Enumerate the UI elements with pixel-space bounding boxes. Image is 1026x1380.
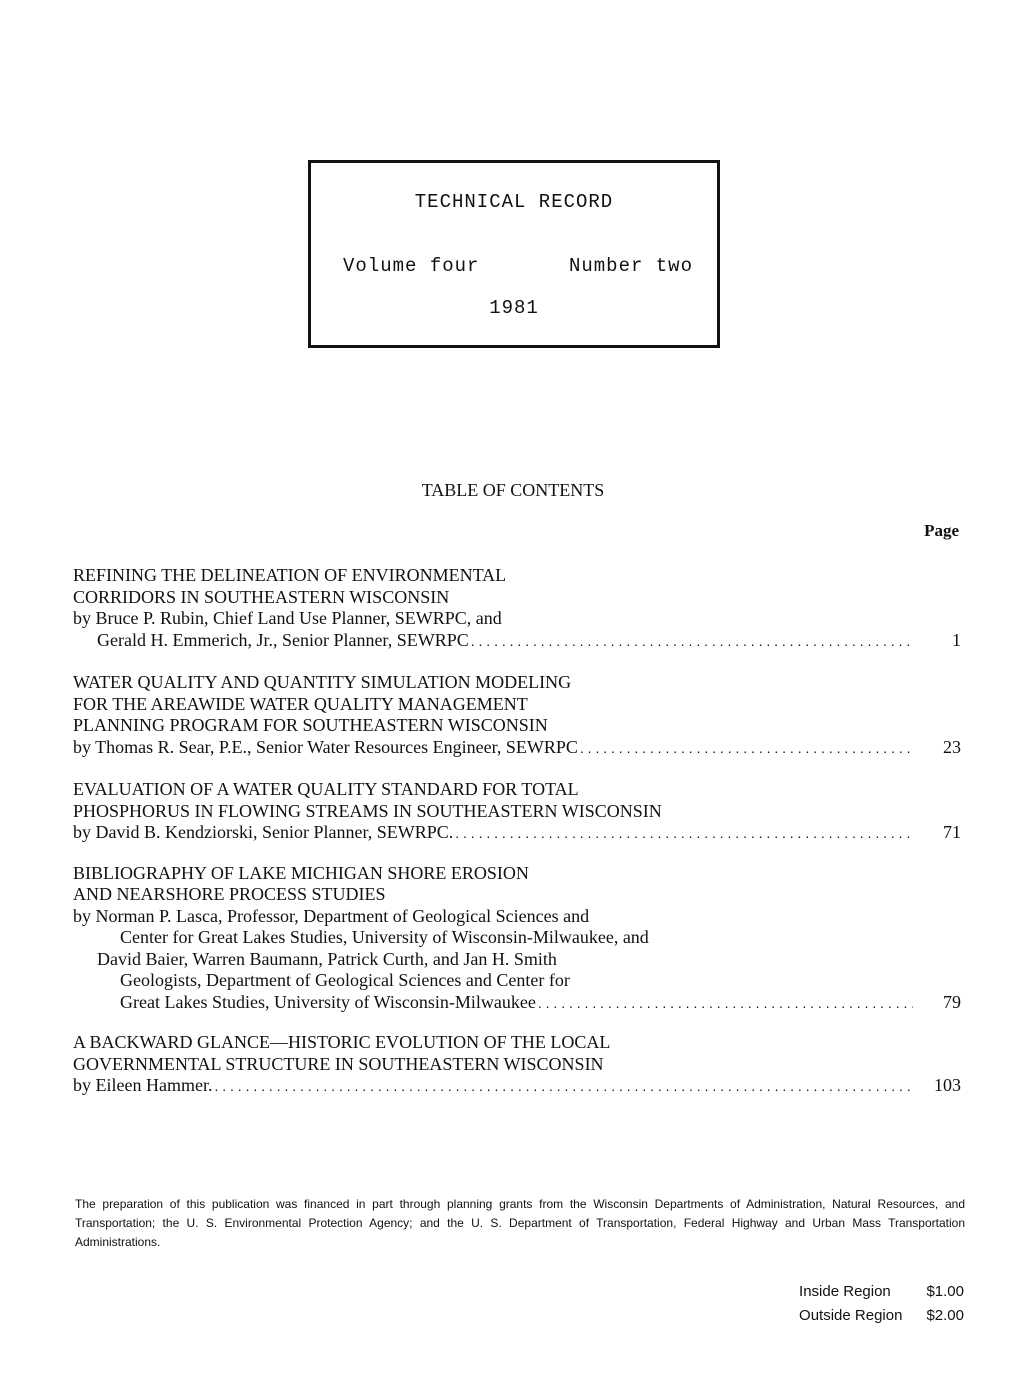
toc-entry-author-line: Great Lakes Studies, University of Wisconsin-Milwaukee bbox=[120, 991, 536, 1012]
dot-leader bbox=[455, 823, 913, 845]
toc-entry-title-line: CORRIDORS IN SOUTHEASTERN WISCONSIN bbox=[73, 586, 450, 607]
toc-entry-title-line: FOR THE AREAWIDE WATER QUALITY MANAGEMENT bbox=[73, 693, 528, 714]
toc-entry-title-line: PLANNING PROGRAM FOR SOUTHEASTERN WISCONSIN bbox=[73, 715, 548, 735]
toc-heading: TABLE OF CONTENTS bbox=[421, 480, 605, 500]
toc-entry-author-line: by Bruce P. Rubin, Chief Land Use Planner, SEWRPC, and bbox=[73, 608, 502, 628]
toc-entry-author-line: by Norman P. Lasca, Professor, Department of Geological Sciences and bbox=[73, 905, 590, 926]
toc-entry-title-line: EVALUATION OF A WATER QUALITY STANDARD FOR TOTAL bbox=[73, 779, 579, 799]
price-list bbox=[799, 1280, 964, 1328]
page-column-label: Page bbox=[924, 521, 959, 540]
toc-entry-leader-line bbox=[73, 822, 961, 844]
toc-entry-leader-line bbox=[73, 630, 961, 652]
toc-entry bbox=[73, 863, 961, 1014]
toc-entry-title-line: REFINING THE DELINEATION OF ENVIRONMENTAL bbox=[73, 565, 507, 585]
toc-entry bbox=[73, 565, 961, 651]
toc-entry-leader-line bbox=[73, 737, 961, 759]
toc-entry-title-line: AND NEARSHORE PROCESS STUDIES bbox=[73, 884, 386, 904]
toc-entry-page: 79 bbox=[943, 991, 961, 1012]
dot-leader bbox=[538, 993, 913, 1015]
price-value: $1.00 bbox=[926, 1283, 964, 1300]
funding-footnote: The preparation of this publication was financed in part through planning grants from the Wisconsin Departments of Administration, Natural Resources, and Transportation; the U. S. Environmental Protection Agency; and the U. S. Department of Transportation, Federal Highway and Urban Mass Transportation Administrations. bbox=[75, 1197, 965, 1249]
toc-entry-author-line: by David B. Kendziorski, Senior Planner, SEWRPC. bbox=[73, 822, 454, 842]
toc-entry-title-line: PHOSPHORUS IN FLOWING STREAMS IN SOUTHEASTERN WISCONSIN bbox=[73, 800, 662, 821]
toc-entry bbox=[73, 672, 961, 758]
price-row-inside bbox=[799, 1280, 964, 1304]
toc-entry-title-line: A BACKWARD GLANCE—HISTORIC EVOLUTION OF THE LOCAL bbox=[73, 1032, 611, 1052]
toc-entry-page: 71 bbox=[943, 822, 961, 842]
volume-label: Volume four bbox=[343, 255, 480, 277]
toc-entry-leader-line bbox=[73, 992, 961, 1014]
dot-leader bbox=[471, 631, 913, 653]
publication-year: 1981 bbox=[489, 297, 539, 319]
dot-leader bbox=[214, 1076, 913, 1098]
publication-title: TECHNICAL RECORD bbox=[414, 191, 614, 213]
price-row-outside bbox=[799, 1304, 964, 1328]
price-label: Inside Region bbox=[799, 1283, 891, 1300]
toc-entry-author-line: David Baier, Warren Baumann, Patrick Curth, and Jan H. Smith bbox=[97, 948, 557, 969]
toc-entry-leader-line bbox=[73, 1075, 961, 1097]
toc-entry-author-line: Geologists, Department of Geological Sciences and Center for bbox=[120, 970, 570, 990]
toc-entry bbox=[73, 1032, 961, 1097]
toc-entry-title-line: GOVERNMENTAL STRUCTURE IN SOUTHEASTERN WISCONSIN bbox=[73, 1053, 604, 1074]
toc-entry-title-line: BIBLIOGRAPHY OF LAKE MICHIGAN SHORE EROSION bbox=[73, 862, 529, 883]
price-label: Outside Region bbox=[799, 1307, 903, 1324]
toc-entry-author-line: Gerald H. Emmerich, Jr., Senior Planner, SEWRPC bbox=[97, 629, 469, 650]
toc-entry-author-line: by Thomas R. Sear, P.E., Senior Water Resources Engineer, SEWRPC bbox=[73, 736, 578, 757]
toc-entry-page: 23 bbox=[943, 736, 961, 757]
toc-entry-title-line: WATER QUALITY AND QUANTITY SIMULATION MODELING bbox=[73, 672, 572, 692]
toc-entry-author-line: Center for Great Lakes Studies, University of Wisconsin-Milwaukee, and bbox=[120, 927, 649, 947]
toc-entry-page: 103 bbox=[934, 1075, 961, 1095]
price-value: $2.00 bbox=[926, 1307, 964, 1324]
number-label: Number two bbox=[568, 255, 693, 277]
table-of-contents bbox=[73, 565, 961, 1117]
dot-leader bbox=[580, 738, 913, 760]
toc-entry-author-line: by Eileen Hammer. bbox=[73, 1075, 213, 1095]
title-box bbox=[308, 160, 720, 348]
toc-entry bbox=[73, 779, 961, 844]
toc-entry-page: 1 bbox=[952, 629, 961, 650]
